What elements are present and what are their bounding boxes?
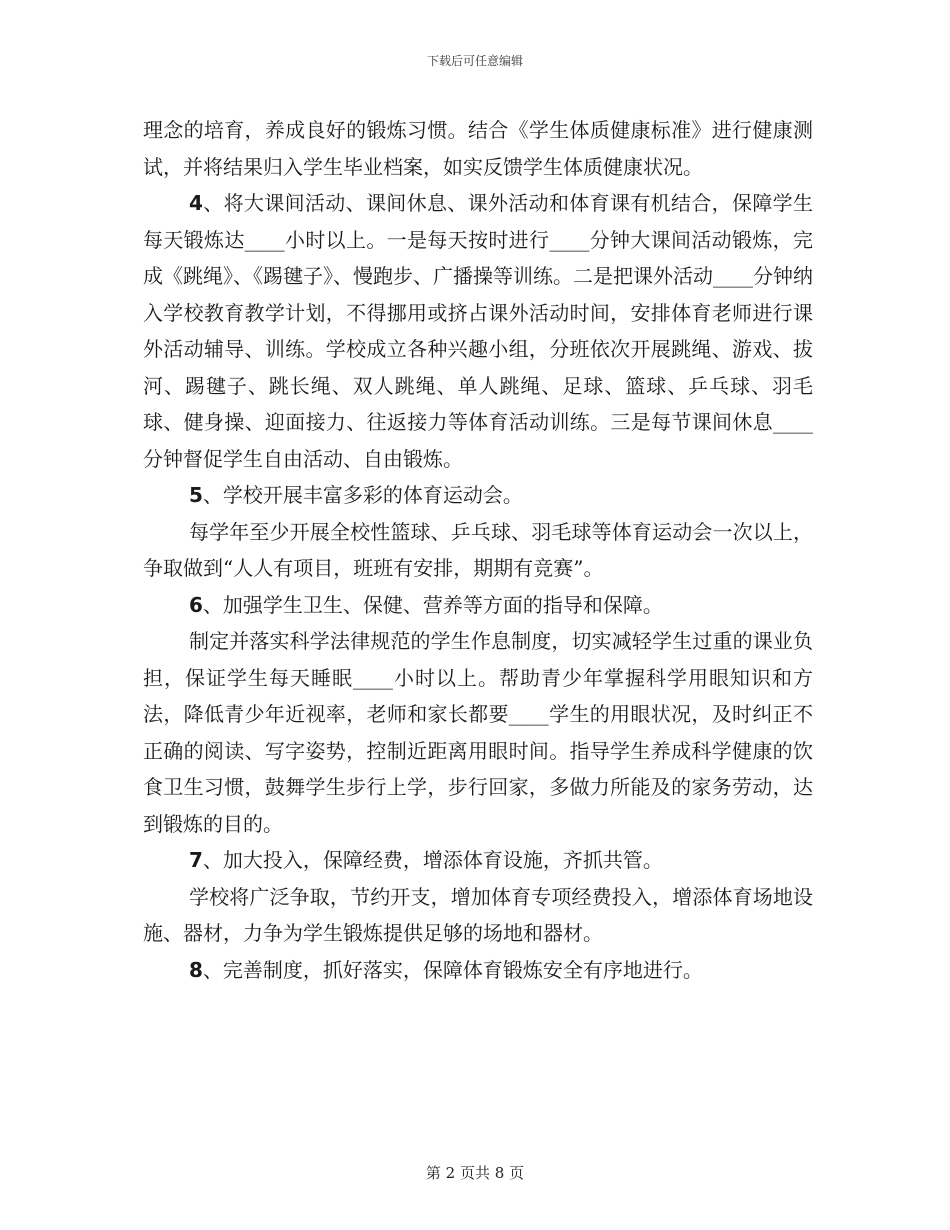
paragraph-text: 、完善制度，抓好落实，保障体育锻炼安全有序地进行。 [202,957,703,982]
item-number: 5 [189,483,203,507]
paragraph-text: 理念的培育，养成良好的锻炼习惯。结合《学生体质健康标准》进行健康测试，并将结果归入学生毕业档案，如实反馈学生体质健康状况。 [143,118,813,179]
paragraph-item-6-body [143,623,813,842]
paragraph-item-6 [143,587,813,624]
paragraph-text: 制定并落实科学法律规范的学生作息制度，切实减轻学生过重的课业负担，保证学生每天睡眠____小时以上。帮助青少年掌握科学用眼知识和方法，降低青少年近视率，老师和家长都要____学生的用眼状况，及时纠正不正确的阅读、写字姿势，控制近距离用眼时间。指导学生养成科学健康的饮食卫生习惯，鼓舞学生步行上学，步行回家，多做力所能及的家务劳动，达到锻炼的目的。 [143,629,813,836]
item-number: 4 [189,191,203,215]
paragraph-text: 、学校开展丰富多彩的体育运动会。 [202,483,523,507]
paragraph-item-8 [143,952,813,989]
item-number: 8 [189,957,203,982]
item-number: 7 [189,848,203,872]
document-body [143,112,813,988]
paragraph-continuation [143,112,813,185]
item-number: 6 [189,592,203,617]
page-footer: 第 2 页共 8 页 [425,1164,525,1182]
paragraph-text: 学校将广泛争取，节约开支，增加体育专项经费投入，增添体育场地设施、器材，力争为学生锻炼提供足够的场地和器材。 [143,884,813,945]
paragraph-item-7-body [143,879,813,952]
paragraph-text: 、将大课间活动、课间休息、课外活动和体育课有机结合，保障学生每天锻炼达____小时以上。一是每天按时进行____分钟大课间活动锻炼，完成《跳绳》、《踢毽子》、慢跑步、广播操等训练。二是把课外活动____分钟纳入学校教育教学计划，不得挪用或挤占课外活动时间，安排体育老师进行课外活动辅导、训练。学校成立各种兴趣小组，分班依次开展跳绳、游戏、拔河、踢毽子、跳长绳、双人跳绳、单人跳绳、足球、篮球、乒乓球、羽毛球、健身操、迎面接力、往返接力等体育活动训练。三是每节课间休息____分钟督促学生自由活动、自由锻炼。 [143,191,813,471]
paragraph-text: 每学年至少开展全校性篮球、乒乓球、羽毛球等体育运动会一次以上，争取做到“人人有项目，班班有安排，期期有竞赛”。 [143,519,813,580]
paragraph-text: 、加大投入，保障经费，增添体育设施，齐抓共管。 [202,848,663,872]
paragraph-item-4 [143,185,813,477]
paragraph-text: 、加强学生卫生、保健、营养等方面的指导和保障。 [202,592,663,617]
paragraph-item-5 [143,477,813,514]
paragraph-item-5-body [143,514,813,587]
paragraph-item-7 [143,842,813,879]
page-header: 下载后可任意编辑 [426,54,523,68]
